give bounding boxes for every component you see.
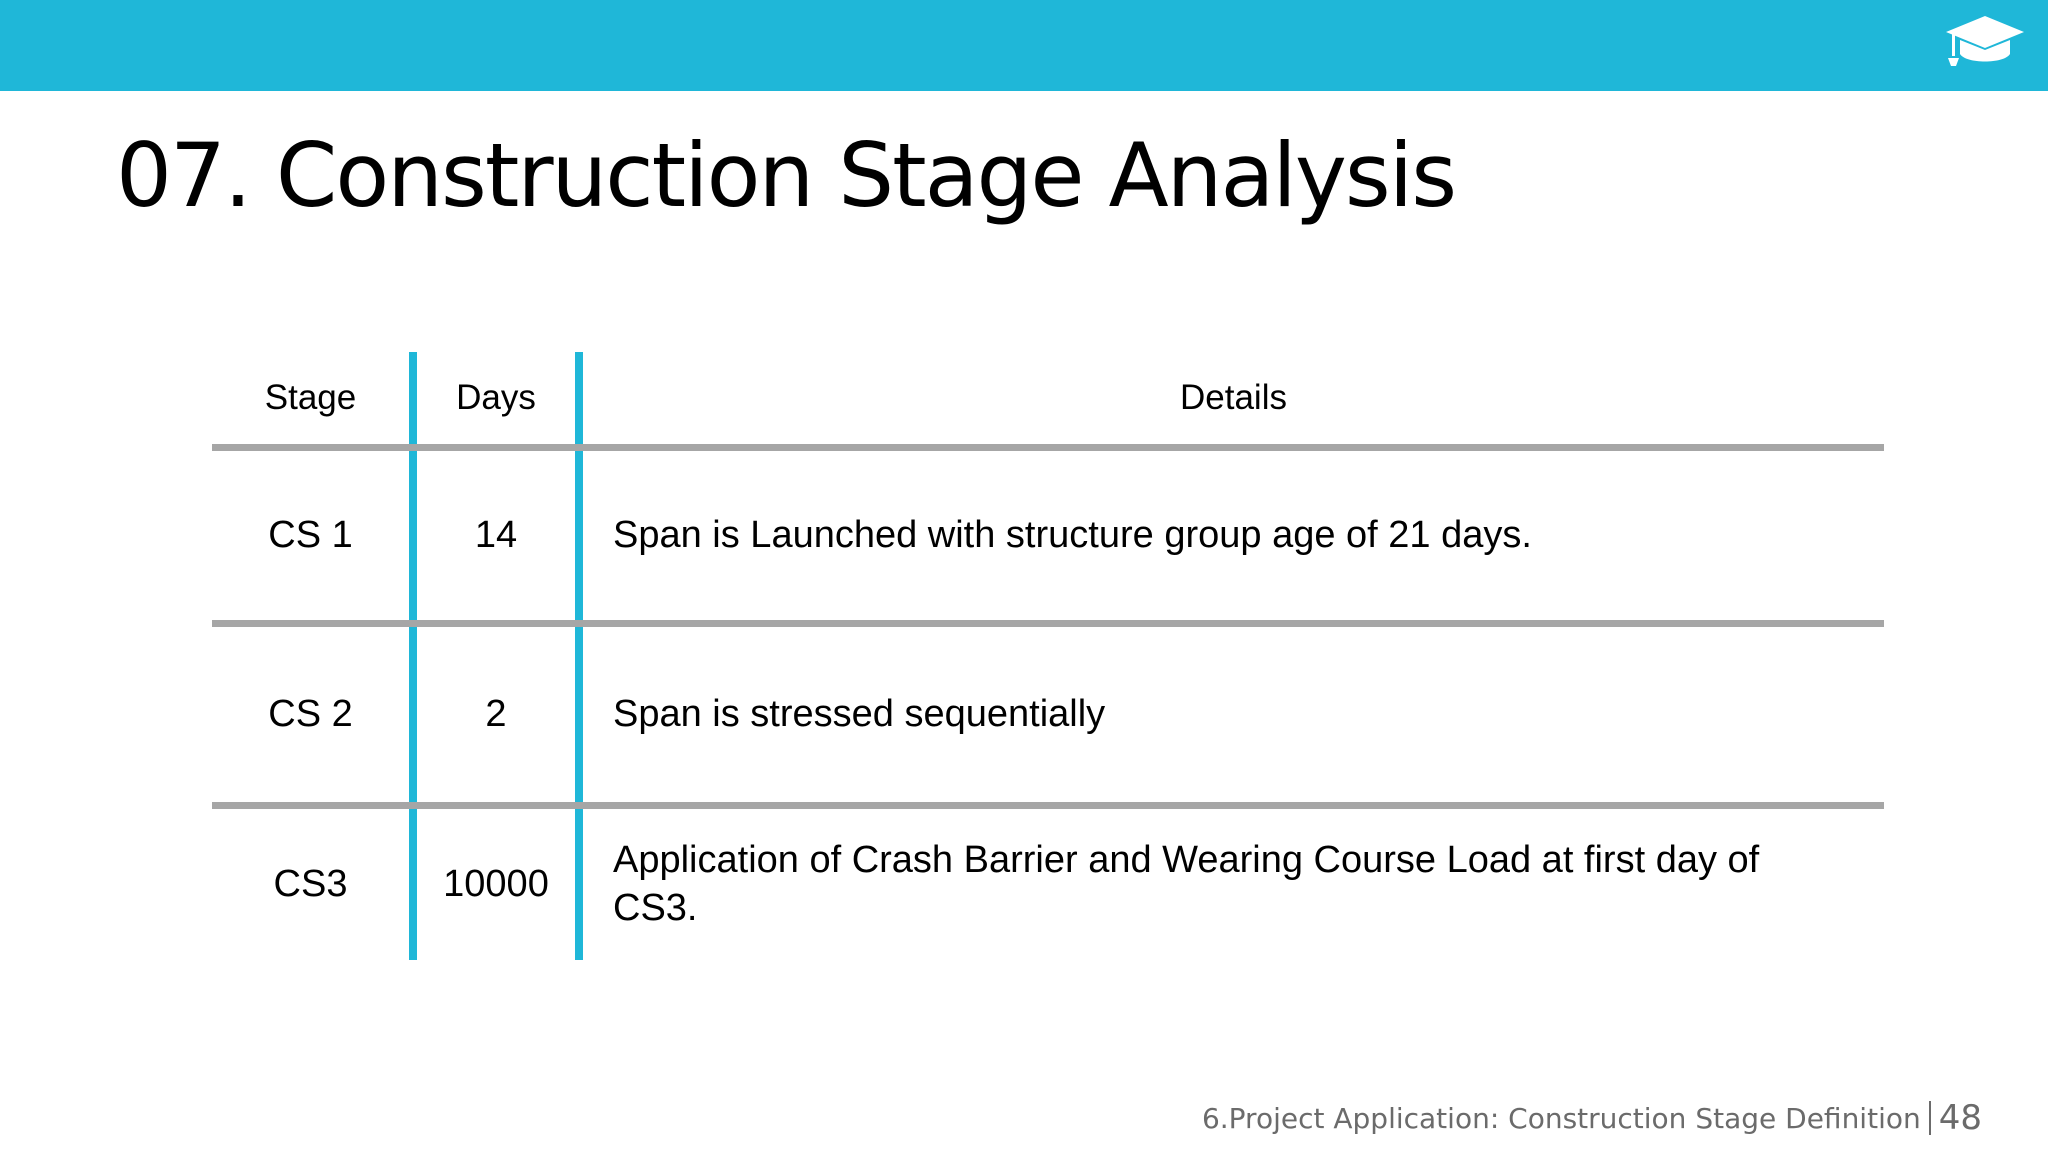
table-cell-details: Span is stressed sequentially: [613, 692, 1106, 735]
page-number: 48: [1938, 1098, 1982, 1138]
column-header-stage: Stage: [264, 378, 357, 417]
header-bar: [0, 0, 2048, 91]
footer: [1202, 1098, 1982, 1138]
column-header-days: Days: [456, 378, 536, 417]
table-cell-days: 2: [485, 693, 507, 735]
page-title: 07. Construction Stage Analysis: [116, 124, 1456, 227]
stage-table: [212, 352, 1884, 960]
column-header-details: Details: [1180, 378, 1287, 417]
table-cell-details: Application of Crash Barrier and Wearing Course Load at first day of CS3.: [613, 839, 1760, 929]
table-cell-stage: CS 2: [268, 693, 353, 735]
table-cell-days: 10000: [443, 863, 549, 905]
table-cell-days: 14: [474, 514, 518, 556]
footer-section-label: 6.Project Application: Construction Stage Definition: [1201, 1101, 1921, 1135]
row-divider: [212, 620, 1884, 627]
table-cell-stage: CS 1: [268, 514, 353, 556]
row-divider: [212, 444, 1884, 451]
table-cell-details: Span is Launched with structure group age of 21 days.: [613, 513, 1532, 556]
footer-divider: [1929, 1101, 1931, 1135]
graduation-cap-icon: [1944, 14, 2026, 70]
row-divider: [212, 802, 1884, 809]
table-cell-stage: CS3: [273, 863, 348, 905]
